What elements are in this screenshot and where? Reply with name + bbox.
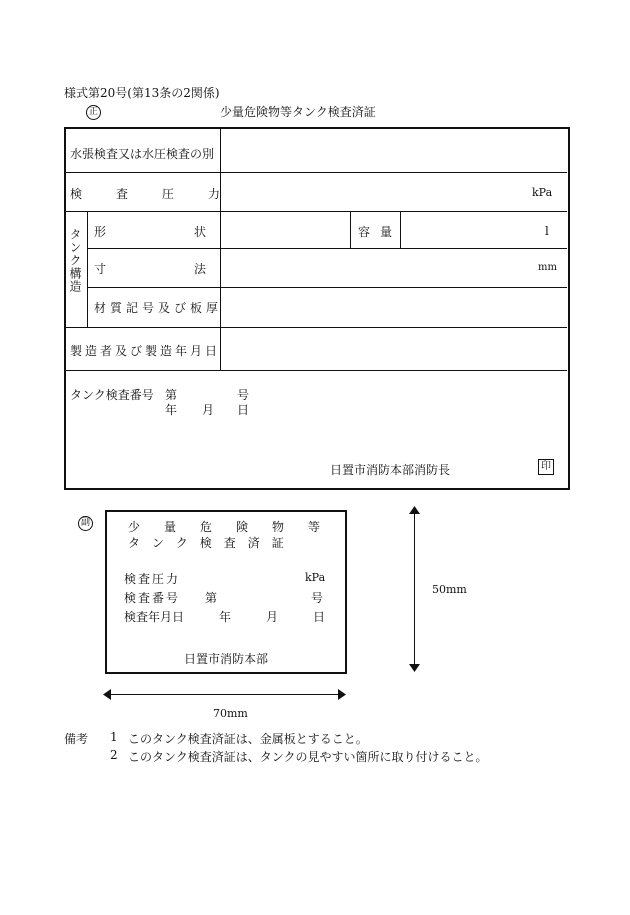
- plate-month: 月: [266, 610, 279, 624]
- pressure-unit: kPa: [532, 186, 553, 199]
- pressure-label-text: 検査圧力: [70, 187, 255, 201]
- arrow-right-icon: [338, 689, 346, 700]
- tank-number-label: タンク検査番号: [70, 388, 154, 402]
- inspection-type-label: 水張検査又は水圧検査の別: [70, 147, 215, 161]
- plate-day: 日: [313, 610, 326, 624]
- front-mark: [86, 103, 101, 120]
- pressure-label: [70, 185, 255, 202]
- row-divider: [87, 287, 567, 288]
- width-dimension-line: [105, 694, 343, 695]
- row-divider: [87, 248, 567, 249]
- front-circle-mark: 正: [86, 105, 101, 120]
- sub-circle-mark: 副: [78, 516, 93, 531]
- row-divider: [65, 327, 567, 328]
- row-divider: [65, 370, 567, 371]
- seal-stamp: 印: [538, 459, 554, 475]
- material-label: 材質記号及び板厚: [94, 301, 223, 315]
- document-title: 少量危険物等タンク検査済証: [220, 105, 376, 119]
- notes-label: 備考: [64, 732, 89, 746]
- tank-structure-label: タンク構造: [68, 228, 82, 293]
- issue-month: 月: [202, 403, 215, 417]
- shape-label: 形状: [94, 225, 295, 239]
- plate-number-label: 検査番号: [124, 591, 181, 605]
- row-divider: [65, 211, 567, 212]
- dimension-unit: mm: [538, 262, 557, 273]
- note-number: 1: [110, 730, 118, 744]
- maker-label: 製造者及び製造年月日: [70, 344, 221, 358]
- width-dimension: 70mm: [213, 707, 248, 720]
- issue-day: 日: [237, 403, 250, 417]
- plate-year: 年: [219, 610, 232, 624]
- plate-number-suffix: 号: [311, 591, 324, 605]
- row-divider: [65, 172, 567, 173]
- plate-issuer: 日置市消防本部: [184, 652, 269, 666]
- dimension-label: 寸法: [94, 262, 295, 276]
- sub-mark: [78, 514, 93, 531]
- height-dimension-line: [414, 510, 415, 670]
- plate-date-label: 検査年月日: [124, 610, 185, 624]
- tank-number-prefix: 第: [165, 388, 178, 402]
- note-text: このタンク検査済証は、タンクの見やすい箇所に取り付けること。: [128, 750, 488, 764]
- issue-year: 年: [165, 403, 178, 417]
- note-text: このタンク検査済証は、金属板とすること。: [128, 732, 368, 746]
- arrow-down-icon: [409, 664, 420, 672]
- tank-number-suffix: 号: [237, 388, 250, 402]
- plate-pressure-label: 検査圧力: [124, 572, 181, 586]
- plate-number-prefix: 第: [205, 591, 218, 605]
- column-divider: [220, 128, 221, 370]
- note-number: 2: [110, 748, 118, 762]
- column-divider: [350, 211, 351, 248]
- issuer-name: 日置市消防本部消防長: [330, 463, 451, 477]
- plate-title-line1: 少量危険物等: [128, 520, 345, 534]
- height-dimension: 50mm: [432, 583, 467, 596]
- capacity-label: 容量: [358, 225, 403, 239]
- column-divider: [87, 211, 88, 327]
- arrow-up-icon: [409, 506, 420, 514]
- capacity-unit: l: [545, 224, 549, 238]
- plate-title-line2: タンク検査済証: [128, 536, 296, 550]
- plate-pressure-unit: kPa: [305, 571, 326, 584]
- form-number: 様式第20号(第13条の2関係): [64, 86, 220, 100]
- arrow-left-icon: [103, 689, 111, 700]
